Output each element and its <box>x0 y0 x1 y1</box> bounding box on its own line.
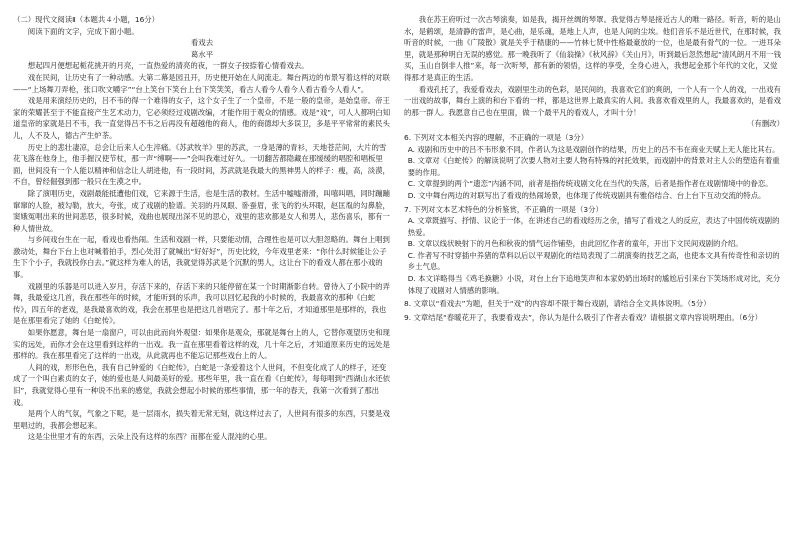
left-column <box>13 14 391 443</box>
article-paragraph: 人间的戏，形形色色，我有自己钟爱的《白蛇传》，白蛇是一条爱着这个人世间，不但变化成了人的样子，还变成了一个叫白素贞的女子，她的爱也是人间最美好的爱。那些年里，我一直在看《白蛇传》，每每唱到“西湖山水还依旧”，我就觉得心里有一种说不出来的感觉，我就会想起小时候的那些事情，那一年的春天，我第一次看到了那出戏。 <box>13 362 391 407</box>
question-option: B. 文章对《白蛇传》的解读说明了次要人物对主要人物有特殊的衬托效果，而戏剧中的背景对主人公的塑造有着重要的作用。 <box>407 156 780 177</box>
article-paragraph: 看戏孔托了，我爱看戏去，戏剧里生动的色彩，是民间的，我喜欢它们的爽朗，一个人有一个人的戏，一出戏有一出戏的故事，舞台上演的和台下看的一样，都是这世界上最真实的人间。我喜欢看戏里的人，我最喜欢的，是看戏的那一群人。我愿意自己也在里面，做一个最平凡的看戏人，才叫十分！ <box>404 84 781 117</box>
question-stem: 8. 文章以“看戏去”为题，但关于“戏”的内容却不限于舞台戏剧，请结合全文具体说明。（5分） <box>404 299 711 309</box>
question-option: A. 文章既描写、抒情、议论于一体，在讲述自己的看戏经历之余，描写了看戏之人的反应，表达了中国传统戏剧的热爱。 <box>407 216 780 237</box>
question-stem: 9. 文章结尾“春暖花开了，我要看戏去”，你认为是什么吸引了作者去看戏？请根据文章内容说明理由。（6分） <box>404 312 763 322</box>
question-option: C. 作者写不时穿插中养猪的草料以后以平观剧化的结局表现了二胡演奏的技艺之高，也使本文具有传奇性和亲切的乡土气息。 <box>407 250 780 272</box>
article-paragraph: 戏剧里的乐器是可以进入岁月，存活下来的，存活下来的只能停留在某一个时期渐影自转。曾待入了小院中的弄舞，我最爱这几首，我在那些年的时候，才能听到的乐声，我可以回忆起我的小时候的，我最喜欢的那种《白蛇传》，四五年的老戏，是我最喜欢的戏，我会在那里也是把这几首唱完了。那十年之后，才知道那里是那样的，我也是在那里看完了她的《白蛇传》。 <box>13 281 390 326</box>
article-paragraph: 如果你愿意，舞台是一扇窗户，可以由此而向外观望：如果你是观众，那就是舞台上的人，它替你观望历史和现实的远处，而你才会在这里看到这样的一出戏。我一直在那里看着这样的戏，几十年之后，才知道原来历史的远处是那样的。我在那里看完了这样的一出戏，从此就再也不能忘记那些戏台上的人。 <box>13 328 390 361</box>
article-author: 葛水平 <box>190 49 214 59</box>
instruction: 阅读下面的文字，完成下面小题。 <box>27 26 139 36</box>
article-body-right <box>404 14 784 118</box>
question <box>404 204 784 297</box>
question-option: D. 文中舞台两边的对联写出了看戏的热闹场景，也体现了传统戏剧具有雅俗结合、台上台下互动交流的特点。 <box>407 190 766 200</box>
article-paragraph: 戏是用来演经历史的，吕不韦的得一个难得的女子，这个女子生了一个皇帝，不是一般的皇帝，是始皇帝。帝王家的荣耀甚至于不能直接产生艺术动力，它必须经过戏剧改编，才能作用于观众的情感。戏是“戏”，可人人都明白知道皇帝的家就是吕不韦，我一直觉得吕不韦之后再没有超越他的商人，他的商德却大多误卫，多是平平常常的素民头儿，人不及人，德古产生炉茶。 <box>13 96 391 140</box>
question <box>404 298 784 310</box>
section-header: （二）现代文阅读Ⅱ（本题共４小题，16分） <box>13 15 160 24</box>
article-paragraph: 戏在民间，让历史有了一种动感。大第二幕是园丑开，历史便开始在人间流走。舞台两边的布景写着这样的对联——“上场舞刀弄枪，张口吹文嚼字”“台上笑台下笑台上台下笑笑笑，看古人看今人看今人看古看今人看人”。 <box>13 72 390 94</box>
question-stem: 6. 下列对文本相关内容的理解，不正确的一项是（3分） <box>404 132 589 142</box>
questions-section <box>404 132 784 324</box>
article-body-left <box>13 60 391 443</box>
question-option: C. 文章提到的两个“遗恋”内涵不同，前者是指传统戏剧文化在当代的失落，后者是指作者在戏剧情境中的眷恋。 <box>407 179 773 189</box>
question-option: B. 文章以线状映射下的月色和秋夜的情气运作铺垫，由此回忆作者的童年，开出下文民间戏剧的介绍。 <box>407 239 743 249</box>
question-option: D. 本文详略得当《鸡毛换糖》小说，对台上台下追地笑声和本家奶奶出场时的尴尬后引来台下笑场形成对比，充分体现了戏剧对人情感的影响。 <box>407 274 781 295</box>
article-title: 看戏去 <box>190 38 214 48</box>
question <box>404 132 784 202</box>
article-paragraph: 除了演唱历史，戏剧最能抵遭他们戏，它来源于生活，也是生活的教材。生活中嘘嘘滑滑，叫嘻叫唱，同时蹦蹦窜窜的人脸，被勾勒，放大，夸张，成了戏剧的脸谱。关羽的丹凤眼、卧蚕眉，张飞的豹头环眼，赵匡胤的勾鼻脸，窦娥冤唱出来的世间悲恶，很多时候，戏曲也展现出深不见的思心，戏里的悲欢都是女人和男人，悲伤喜乐，都有一种人情世故。 <box>13 188 390 233</box>
article-paragraph: 我在苏王府听过一次古琴演奏，如是我，揭开丝绸的琴罩。我觉得古琴是接近古人的唯一路径。听音，听的是山水，是鹤颂，是清静的雷声，是心曲，是乐魂，是地上人声，也是人间的尘埃。他们音乐不是近世代，在那时候，我听音的时候，一曲《广陵散》就是关乎于嵇康的——竹林七贤中性格最豪放的一位，也是最有骨气的一位。一进耳朵里，就是那种明白无误的感觉。那一晚我听了《仙翁操》《秋风辞》《关山月》，听到最后忽然想起“清风朗月不用一钱买，玉山自倒非人推”来，每一次听琴，都有新的领悟，这样的享受，全身心进入，我想起金那个年代的文化，又觉得那才是真正的生活。 <box>404 15 782 82</box>
article-paragraph: 是两个人的气氛，气象之下呢，是一层雨水，损失着无常无刻，就这样过去了，人世间有很多的东西，只要是戏里唱过的，我都会想起来。 <box>13 409 390 430</box>
article-paragraph: 与乡间戏台生在一起，看戏也看热闹。生活和戏剧一样，只要能动情，合理性也是可以大胆忽略的。舞台上唱到激动处，舞台下台上也对喊着拍手，烈心处泪了就喊出“好好好”，历史比较，今年戏里老来：“你什么时候能让公子生下个小子，我就投你白去。”就这样为难人的话，我就觉得苏武是个沉默的男人，这让台下的看戏人都在那小戏的事。 <box>13 235 390 280</box>
article-paragraph: 历史上的悲壮凄凉，总会让后来人心生淬痛。《苏武牧羊》里的苏武，一身是薄的青衫，天地苍茫间，大片的雪花飞落在他身上，他手握汉使节杖，那一声“缚啊——”会叫我难过好久。一切翻苦都隐藏在那缓缓的唱腔和唱板里面，世间没有一个人能以精神和信念让人胡进他，有一段时间，苏武就是我最大的黑神男人的样子：瘦，高，淡漠，不自，曾经倔强到那一般只在生漠之中。 <box>13 142 390 187</box>
article-paragraph: 这是尘世里才有的东西，云朵上没有这样的东西？而都在爱人混沌的心里。 <box>27 432 272 442</box>
right-column <box>404 14 784 323</box>
question <box>404 312 784 324</box>
question-stem: 7. 下列对文本艺术特色的分析鉴赏，不正确的一项是（3分） <box>404 204 603 214</box>
article-paragraph: 想起四月便想起栀花挑开的月亮，一直热爱的清亮的夜，一群女子按捺着心情看戏去。 <box>27 61 309 71</box>
question-option: A. 戏剧和历史中的吕不韦形象不同，作者认为这是戏剧创作的结果，历史上的吕不韦在商业天赋上无人能比其右。 <box>407 144 780 154</box>
source-note: （有删改） <box>747 119 784 129</box>
